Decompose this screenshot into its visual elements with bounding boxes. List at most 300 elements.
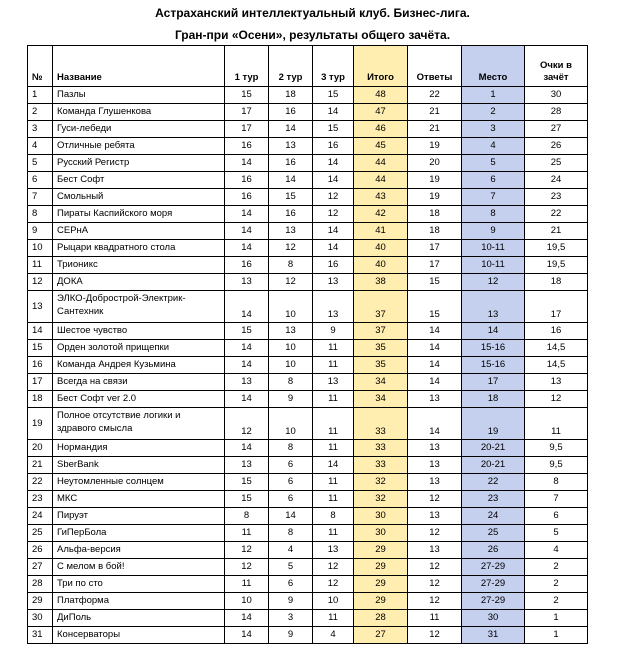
total-score-cell: 33 <box>354 408 408 440</box>
round2-score-cell: 14 <box>269 172 313 189</box>
table-row <box>28 172 588 189</box>
place-cell: 8 <box>462 206 525 223</box>
row-number-cell: 19 <box>28 408 53 440</box>
col-header-round2: 2 тур <box>269 46 313 87</box>
table-row <box>28 155 588 172</box>
round3-score-cell: 14 <box>313 457 354 474</box>
standing-points-cell: 7 <box>525 491 588 508</box>
team-name-cell: ДОКА <box>53 274 225 291</box>
total-score-cell: 35 <box>354 340 408 357</box>
table-row <box>28 274 588 291</box>
answers-count-cell: 20 <box>408 155 462 172</box>
row-number-cell: 24 <box>28 508 53 525</box>
row-number-cell: 6 <box>28 172 53 189</box>
round2-score-cell: 8 <box>269 257 313 274</box>
round1-score-cell: 12 <box>225 559 269 576</box>
answers-count-cell: 14 <box>408 357 462 374</box>
answers-count-cell: 12 <box>408 559 462 576</box>
answers-count-cell: 17 <box>408 240 462 257</box>
total-score-cell: 42 <box>354 206 408 223</box>
standing-points-cell: 19,5 <box>525 240 588 257</box>
round1-score-cell: 14 <box>225 206 269 223</box>
team-name-cell: Бест Софт <box>53 172 225 189</box>
round2-score-cell: 10 <box>269 357 313 374</box>
standing-points-cell: 5 <box>525 525 588 542</box>
total-score-cell: 35 <box>354 357 408 374</box>
row-number-cell: 21 <box>28 457 53 474</box>
place-cell: 3 <box>462 121 525 138</box>
round2-score-cell: 15 <box>269 189 313 206</box>
table-row <box>28 457 588 474</box>
round2-score-cell: 10 <box>269 408 313 440</box>
table-row <box>28 408 588 440</box>
round1-score-cell: 16 <box>225 138 269 155</box>
round3-score-cell: 11 <box>313 408 354 440</box>
team-name-cell: Смольный <box>53 189 225 206</box>
row-number-cell: 20 <box>28 440 53 457</box>
table-row <box>28 223 588 240</box>
table-row <box>28 121 588 138</box>
round3-score-cell: 11 <box>313 340 354 357</box>
place-cell: 10-11 <box>462 257 525 274</box>
round1-score-cell: 15 <box>225 323 269 340</box>
place-cell: 18 <box>462 391 525 408</box>
answers-count-cell: 14 <box>408 408 462 440</box>
round3-score-cell: 11 <box>313 440 354 457</box>
row-number-cell: 17 <box>28 374 53 391</box>
answers-count-cell: 18 <box>408 223 462 240</box>
table-row <box>28 104 588 121</box>
place-cell: 20-21 <box>462 440 525 457</box>
round1-score-cell: 13 <box>225 457 269 474</box>
round3-score-cell: 12 <box>313 559 354 576</box>
team-name-cell: Консерваторы <box>53 627 225 644</box>
answers-count-cell: 22 <box>408 87 462 104</box>
standing-points-cell: 9,5 <box>525 457 588 474</box>
round1-score-cell: 11 <box>225 576 269 593</box>
table-header-row <box>28 46 588 87</box>
row-number-cell: 2 <box>28 104 53 121</box>
standing-points-cell: 24 <box>525 172 588 189</box>
round1-score-cell: 14 <box>225 240 269 257</box>
round2-score-cell: 8 <box>269 440 313 457</box>
table-row <box>28 206 588 223</box>
row-number-cell: 13 <box>28 291 53 323</box>
team-name-cell: ГиПерБола <box>53 525 225 542</box>
place-cell: 23 <box>462 491 525 508</box>
round1-score-cell: 14 <box>225 610 269 627</box>
round1-score-cell: 14 <box>225 357 269 374</box>
round2-score-cell: 3 <box>269 610 313 627</box>
round2-score-cell: 12 <box>269 274 313 291</box>
team-name-cell: Русский Регистр <box>53 155 225 172</box>
round3-score-cell: 16 <box>313 257 354 274</box>
team-name-cell: Шестое чувство <box>53 323 225 340</box>
round3-score-cell: 14 <box>313 155 354 172</box>
team-name-cell: Нормандия <box>53 440 225 457</box>
place-cell: 24 <box>462 508 525 525</box>
round1-score-cell: 14 <box>225 340 269 357</box>
round2-score-cell: 5 <box>269 559 313 576</box>
round3-score-cell: 13 <box>313 374 354 391</box>
answers-count-cell: 15 <box>408 274 462 291</box>
total-score-cell: 33 <box>354 440 408 457</box>
table-row <box>28 240 588 257</box>
team-name-cell: Пируэт <box>53 508 225 525</box>
table-row <box>28 257 588 274</box>
answers-count-cell: 13 <box>408 391 462 408</box>
table-row <box>28 559 588 576</box>
round1-score-cell: 14 <box>225 291 269 323</box>
round1-score-cell: 13 <box>225 374 269 391</box>
team-name-cell: Платформа <box>53 593 225 610</box>
round2-score-cell: 9 <box>269 391 313 408</box>
table-row <box>28 508 588 525</box>
total-score-cell: 37 <box>354 291 408 323</box>
team-name-cell: Три по сто <box>53 576 225 593</box>
table-row <box>28 291 588 323</box>
answers-count-cell: 12 <box>408 593 462 610</box>
standing-points-cell: 9,5 <box>525 440 588 457</box>
total-score-cell: 45 <box>354 138 408 155</box>
place-cell: 4 <box>462 138 525 155</box>
row-number-cell: 31 <box>28 627 53 644</box>
total-score-cell: 41 <box>354 223 408 240</box>
total-score-cell: 43 <box>354 189 408 206</box>
team-name-cell: Пазлы <box>53 87 225 104</box>
round2-score-cell: 14 <box>269 121 313 138</box>
round3-score-cell: 12 <box>313 576 354 593</box>
table-row <box>28 542 588 559</box>
total-score-cell: 29 <box>354 542 408 559</box>
table-row <box>28 340 588 357</box>
standing-points-cell: 25 <box>525 155 588 172</box>
round1-score-cell: 17 <box>225 104 269 121</box>
place-cell: 12 <box>462 274 525 291</box>
answers-count-cell: 13 <box>408 508 462 525</box>
round2-score-cell: 10 <box>269 340 313 357</box>
round2-score-cell: 6 <box>269 474 313 491</box>
total-score-cell: 28 <box>354 610 408 627</box>
row-number-cell: 30 <box>28 610 53 627</box>
place-cell: 15-16 <box>462 357 525 374</box>
table-row <box>28 189 588 206</box>
team-name-cell: Орден золотой прищепки <box>53 340 225 357</box>
standing-points-cell: 14,5 <box>525 357 588 374</box>
round1-score-cell: 14 <box>225 440 269 457</box>
place-cell: 2 <box>462 104 525 121</box>
place-cell: 27-29 <box>462 559 525 576</box>
table-row <box>28 610 588 627</box>
standing-points-cell: 22 <box>525 206 588 223</box>
standing-points-cell: 1 <box>525 627 588 644</box>
round3-score-cell: 14 <box>313 240 354 257</box>
round3-score-cell: 11 <box>313 391 354 408</box>
total-score-cell: 48 <box>354 87 408 104</box>
answers-count-cell: 12 <box>408 491 462 508</box>
row-number-cell: 15 <box>28 340 53 357</box>
col-header-answers: Ответы <box>408 46 462 87</box>
team-name-cell: Полное отсутствие логики и здравого смысла <box>53 408 225 440</box>
round3-score-cell: 11 <box>313 610 354 627</box>
team-name-cell: Рыцари квадратного стола <box>53 240 225 257</box>
round3-score-cell: 14 <box>313 223 354 240</box>
answers-count-cell: 14 <box>408 323 462 340</box>
row-number-cell: 4 <box>28 138 53 155</box>
place-cell: 17 <box>462 374 525 391</box>
place-cell: 26 <box>462 542 525 559</box>
table-body <box>28 87 588 644</box>
place-cell: 7 <box>462 189 525 206</box>
document-title: Астраханский интеллектуальный клуб. Бизнес-лига. <box>155 6 470 20</box>
row-number-cell: 7 <box>28 189 53 206</box>
round3-score-cell: 8 <box>313 508 354 525</box>
total-score-cell: 32 <box>354 491 408 508</box>
round1-score-cell: 12 <box>225 408 269 440</box>
row-number-cell: 28 <box>28 576 53 593</box>
round3-score-cell: 13 <box>313 542 354 559</box>
round1-score-cell: 14 <box>225 627 269 644</box>
round2-score-cell: 13 <box>269 223 313 240</box>
total-score-cell: 44 <box>354 155 408 172</box>
total-score-cell: 30 <box>354 508 408 525</box>
table-row <box>28 440 588 457</box>
round1-score-cell: 16 <box>225 189 269 206</box>
team-name-cell: SberBank <box>53 457 225 474</box>
team-name-cell: ДиПоль <box>53 610 225 627</box>
row-number-cell: 9 <box>28 223 53 240</box>
answers-count-cell: 21 <box>408 121 462 138</box>
table-row <box>28 357 588 374</box>
round2-score-cell: 16 <box>269 206 313 223</box>
col-header-points: Очки в зачёт <box>525 46 588 87</box>
round2-score-cell: 6 <box>269 491 313 508</box>
total-score-cell: 33 <box>354 457 408 474</box>
round1-score-cell: 15 <box>225 87 269 104</box>
round3-score-cell: 14 <box>313 172 354 189</box>
row-number-cell: 22 <box>28 474 53 491</box>
col-header-round3: 3 тур <box>313 46 354 87</box>
round2-score-cell: 8 <box>269 525 313 542</box>
team-name-cell: Трионикс <box>53 257 225 274</box>
round2-score-cell: 9 <box>269 627 313 644</box>
place-cell: 27-29 <box>462 593 525 610</box>
answers-count-cell: 21 <box>408 104 462 121</box>
round1-score-cell: 14 <box>225 155 269 172</box>
round2-score-cell: 16 <box>269 155 313 172</box>
table-row <box>28 323 588 340</box>
table-row <box>28 491 588 508</box>
answers-count-cell: 19 <box>408 172 462 189</box>
total-score-cell: 40 <box>354 240 408 257</box>
table-row <box>28 576 588 593</box>
standing-points-cell: 26 <box>525 138 588 155</box>
standing-points-cell: 23 <box>525 189 588 206</box>
standing-points-cell: 11 <box>525 408 588 440</box>
round2-score-cell: 4 <box>269 542 313 559</box>
answers-count-cell: 13 <box>408 474 462 491</box>
table-row <box>28 474 588 491</box>
table-row <box>28 391 588 408</box>
table-row <box>28 525 588 542</box>
standing-points-cell: 13 <box>525 374 588 391</box>
standing-points-cell: 30 <box>525 87 588 104</box>
round2-score-cell: 6 <box>269 457 313 474</box>
round1-score-cell: 13 <box>225 274 269 291</box>
answers-count-cell: 14 <box>408 340 462 357</box>
round2-score-cell: 8 <box>269 374 313 391</box>
row-number-cell: 1 <box>28 87 53 104</box>
table-row <box>28 87 588 104</box>
round3-score-cell: 11 <box>313 357 354 374</box>
round2-score-cell: 13 <box>269 323 313 340</box>
standing-points-cell: 18 <box>525 274 588 291</box>
round3-score-cell: 13 <box>313 291 354 323</box>
round1-score-cell: 15 <box>225 491 269 508</box>
round1-score-cell: 14 <box>225 391 269 408</box>
total-score-cell: 44 <box>354 172 408 189</box>
team-name-cell: Команда Глушенкова <box>53 104 225 121</box>
results-table <box>27 45 588 644</box>
place-cell: 27-29 <box>462 576 525 593</box>
standing-points-cell: 6 <box>525 508 588 525</box>
row-number-cell: 5 <box>28 155 53 172</box>
place-cell: 13 <box>462 291 525 323</box>
standing-points-cell: 16 <box>525 323 588 340</box>
table-row <box>28 138 588 155</box>
answers-count-cell: 13 <box>408 457 462 474</box>
place-cell: 20-21 <box>462 457 525 474</box>
round2-score-cell: 14 <box>269 508 313 525</box>
total-score-cell: 40 <box>354 257 408 274</box>
round3-score-cell: 15 <box>313 87 354 104</box>
place-cell: 15-16 <box>462 340 525 357</box>
standing-points-cell: 8 <box>525 474 588 491</box>
standing-points-cell: 17 <box>525 291 588 323</box>
row-number-cell: 3 <box>28 121 53 138</box>
round1-score-cell: 16 <box>225 172 269 189</box>
col-header-name: Название <box>53 46 225 87</box>
row-number-cell: 25 <box>28 525 53 542</box>
round3-score-cell: 11 <box>313 491 354 508</box>
standing-points-cell: 12 <box>525 391 588 408</box>
row-number-cell: 8 <box>28 206 53 223</box>
place-cell: 30 <box>462 610 525 627</box>
answers-count-cell: 12 <box>408 576 462 593</box>
round2-score-cell: 10 <box>269 291 313 323</box>
round1-score-cell: 10 <box>225 593 269 610</box>
answers-count-cell: 11 <box>408 610 462 627</box>
table-row <box>28 593 588 610</box>
round3-score-cell: 12 <box>313 206 354 223</box>
total-score-cell: 30 <box>354 525 408 542</box>
round3-score-cell: 16 <box>313 138 354 155</box>
row-number-cell: 11 <box>28 257 53 274</box>
answers-count-cell: 19 <box>408 189 462 206</box>
standing-points-cell: 14,5 <box>525 340 588 357</box>
place-cell: 22 <box>462 474 525 491</box>
total-score-cell: 46 <box>354 121 408 138</box>
place-cell: 31 <box>462 627 525 644</box>
team-name-cell: Отличные ребята <box>53 138 225 155</box>
row-number-cell: 27 <box>28 559 53 576</box>
team-name-cell: С мелом в бой! <box>53 559 225 576</box>
round2-score-cell: 6 <box>269 576 313 593</box>
place-cell: 10-11 <box>462 240 525 257</box>
standing-points-cell: 1 <box>525 610 588 627</box>
round3-score-cell: 11 <box>313 474 354 491</box>
document-subtitle: Гран-при «Осени», результаты общего зачёта. <box>174 28 451 42</box>
answers-count-cell: 14 <box>408 374 462 391</box>
standing-points-cell: 2 <box>525 576 588 593</box>
team-name-cell: МКС <box>53 491 225 508</box>
answers-count-cell: 15 <box>408 291 462 323</box>
standing-points-cell: 4 <box>525 542 588 559</box>
round3-score-cell: 14 <box>313 104 354 121</box>
col-header-no: № <box>28 46 53 87</box>
round1-score-cell: 16 <box>225 257 269 274</box>
team-name-cell: Неутомленные солнцем <box>53 474 225 491</box>
col-header-place: Место <box>462 46 525 87</box>
place-cell: 5 <box>462 155 525 172</box>
col-header-round1: 1 тур <box>225 46 269 87</box>
answers-count-cell: 12 <box>408 627 462 644</box>
round3-score-cell: 4 <box>313 627 354 644</box>
round1-score-cell: 15 <box>225 474 269 491</box>
table-row <box>28 627 588 644</box>
standing-points-cell: 28 <box>525 104 588 121</box>
total-score-cell: 29 <box>354 576 408 593</box>
round2-score-cell: 18 <box>269 87 313 104</box>
total-score-cell: 27 <box>354 627 408 644</box>
round3-score-cell: 13 <box>313 274 354 291</box>
standing-points-cell: 2 <box>525 559 588 576</box>
answers-count-cell: 13 <box>408 440 462 457</box>
total-score-cell: 37 <box>354 323 408 340</box>
standing-points-cell: 27 <box>525 121 588 138</box>
answers-count-cell: 13 <box>408 542 462 559</box>
place-cell: 25 <box>462 525 525 542</box>
row-number-cell: 29 <box>28 593 53 610</box>
standing-points-cell: 19,5 <box>525 257 588 274</box>
row-number-cell: 10 <box>28 240 53 257</box>
row-number-cell: 16 <box>28 357 53 374</box>
place-cell: 6 <box>462 172 525 189</box>
round2-score-cell: 13 <box>269 138 313 155</box>
row-number-cell: 23 <box>28 491 53 508</box>
answers-count-cell: 19 <box>408 138 462 155</box>
team-name-cell: Альфа-версия <box>53 542 225 559</box>
table-row <box>28 374 588 391</box>
round1-score-cell: 11 <box>225 525 269 542</box>
team-name-cell: Команда Андрея Кузьмина <box>53 357 225 374</box>
round1-score-cell: 14 <box>225 223 269 240</box>
round3-score-cell: 11 <box>313 525 354 542</box>
row-number-cell: 26 <box>28 542 53 559</box>
team-name-cell: Всегда на связи <box>53 374 225 391</box>
place-cell: 19 <box>462 408 525 440</box>
answers-count-cell: 18 <box>408 206 462 223</box>
place-cell: 1 <box>462 87 525 104</box>
team-name-cell: СЕРнА <box>53 223 225 240</box>
answers-count-cell: 17 <box>408 257 462 274</box>
round1-score-cell: 8 <box>225 508 269 525</box>
round2-score-cell: 12 <box>269 240 313 257</box>
standing-points-cell: 21 <box>525 223 588 240</box>
total-score-cell: 29 <box>354 593 408 610</box>
team-name-cell: Гуси-лебеди <box>53 121 225 138</box>
team-name-cell: Бест Софт ver 2.0 <box>53 391 225 408</box>
